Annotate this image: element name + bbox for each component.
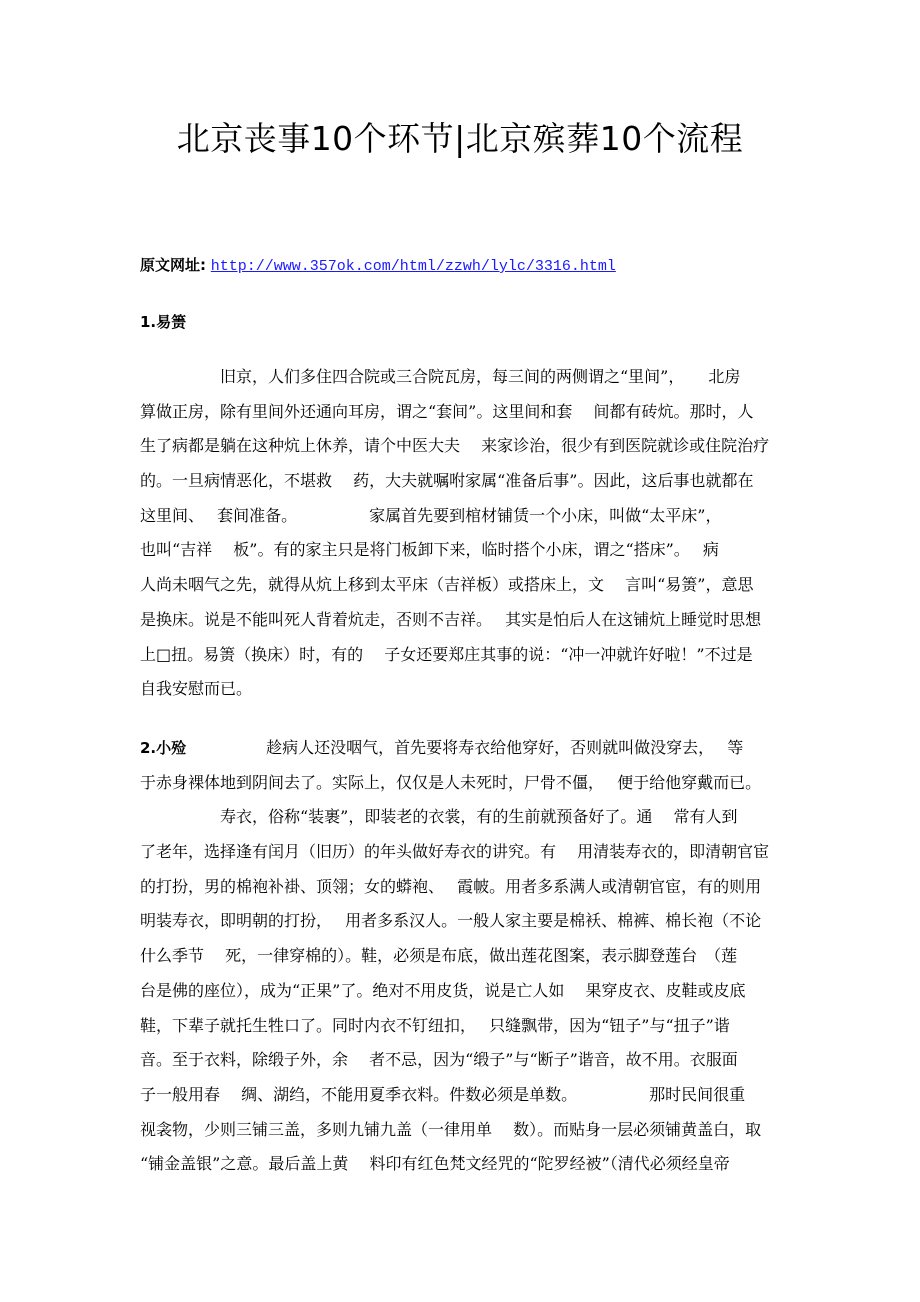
paragraph-line: 算做正房，除有里间外还通向耳房，谓之“套间”。这里间和套 间都有砖炕。那时，人 (140, 401, 754, 421)
source-label: 原文网址: (140, 256, 206, 274)
paragraph-line: 是换床。说是不能叫死人背着炕走，否则不吉祥。 其实是怕后人在这铺炕上睡觉时思想 (140, 609, 762, 629)
paragraph-line-text: 趁病人还没咽气，首先要将寿衣给他穿好，否则就叫做没穿去， 等 (186, 738, 744, 757)
paragraph-line: 自我安慰而已。 (140, 679, 253, 699)
section-heading-1: 1.易箦 (140, 313, 187, 331)
section-1-paragraph (140, 360, 785, 707)
paragraph-line: 鞋，下辈子就托生牲口了。同时内衣不钉纽扣， 只缝飘带，因为“钮子”与“扭子”谐 (140, 1015, 730, 1035)
paragraph-line: 上□扭。易箦（换床）时，有的 子女还要郑庄其事的说：“冲一冲就许好啦！”不过是 (140, 644, 753, 664)
paragraph-line: 生了病都是躺在这种炕上休养，请个中医大夫 来家诊治，很少有到医院就诊或住院治疗 (140, 436, 770, 456)
paragraph-line: 视衾物，少则三铺三盖，多则九铺九盖（一律用单 数）。而贴身一层必须铺黄盖白，取 (140, 1119, 762, 1139)
paragraph-line: 子一般用春 绸、湖绉，不能用夏季衣料。件数必须是单数。 那时民间很重 (140, 1084, 746, 1104)
section-2-paragraph (140, 731, 785, 1182)
paragraph-line: 旧京，人们多住四合院或三合院瓦房，每三间的两侧谓之“里间”， 北房 (140, 367, 741, 386)
section-heading-2: 2.小殓 (140, 739, 187, 757)
paragraph-line-with-heading (140, 731, 785, 766)
paragraph-line: 的打扮，男的棉袍补褂、顶翎；女的蟒袍、 霞帔。用者多系满人或清朝官宦，有的则用 (140, 876, 762, 896)
paragraph-line: 寿衣，俗称“装裹”，即装老的衣裳，有的生前就预备好了。通 常有人到 (140, 807, 738, 827)
paragraph-line: 台是佛的座位），成为“正果”了。绝对不用皮货，说是亡人如 果穿皮衣、皮鞋或皮底 (140, 980, 746, 1000)
document-title: 北京丧事10个环节|北京殡葬10个流程 (176, 119, 744, 158)
paragraph-line: 什么季节 死，一律穿棉的）。鞋，必须是布底，做出莲花图案，表示脚登莲台 （莲 (140, 946, 738, 966)
paragraph-line: 的。一旦病情恶化，不堪救 药，大夫就嘱咐家属“准备后事”。因此，这后事也就都在 (140, 471, 754, 491)
paragraph-line: 音。至于衣料，除缎子外，余 者不忌，因为“缎子”与“断子”谐音，故不用。衣服面 (140, 1050, 738, 1070)
paragraph-line: 了老年，选择逢有闰月（旧历）的年头做好寿衣的讲究。有 用清装寿衣的，即清朝官宦 (140, 842, 770, 862)
paragraph-line: 明装寿衣，即明朝的打扮， 用者多系汉人。一般人家主要是棉袄、棉裤、棉长袍（不论 (140, 911, 762, 931)
paragraph-line: 于赤身裸体地到阴间去了。实际上，仅仅是人未死时，尸骨不僵， 便于给他穿戴而已。 (140, 772, 762, 792)
source-url-link[interactable]: http://www.357ok.com/html/zzwh/lylc/3316.html (210, 258, 616, 275)
paragraph-line: 这里间、 套间准备。 家属首先要到棺材铺赁一个小床，叫做“太平床”， (140, 505, 722, 525)
paragraph-line: “铺金盖银”之意。最后盖上黄 料印有红色梵文经咒的“陀罗经被”（清代必须经皇帝 (140, 1154, 730, 1174)
source-line (140, 253, 616, 279)
paragraph-line: 也叫“吉祥 板”。有的家主只是将门板卸下来，临时搭个小床，谓之“搭床”。 病 (140, 540, 719, 560)
paragraph-line: 人尚未咽气之先，就得从炕上移到太平床（吉祥板）或搭床上，文 言叫“易箦”，意思 (140, 575, 754, 595)
